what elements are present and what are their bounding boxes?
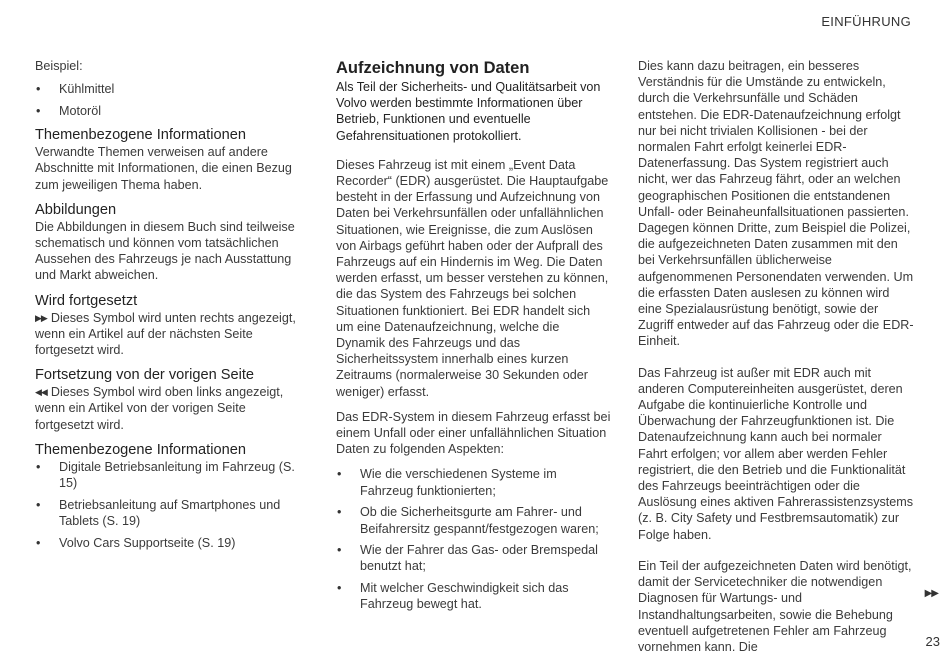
continue-arrow-icon: ▶▶ (35, 312, 47, 323)
continuation-section (35, 367, 307, 433)
section-heading: Fortsetzung von der vorigen Seite (35, 367, 255, 384)
article-title: Aufzeichnung von Daten (336, 59, 530, 77)
section-text: ◀◀ Dieses Symbol wird oben links angezeigt, wenn ein Artikel von der vorigen Seite fortgesetzt wird. (35, 385, 284, 432)
list-item: • Kühlmittel (35, 81, 307, 97)
paragraph: Dieses Fahrzeug ist mit einem „Event Data Recorder“ (EDR) ausgerüstet. Die Hauptaufgabe besteht in der Erfassung und Aufzeichnung von Daten bei Verkehrsunfällen oder unfallähnlichen Situationen, wie Ereignisse, die zum Auslösen von Airbags geführt haben oder der Aufprall des Fahrzeugs auf ein Hindernis im Weg. Die Daten werden erfasst, um besser verstehen zu können, die das System des Fahrzeugs bei solchen Situationen funktioniert. Bei EDR handelt sich um eine Datenaufzeichnung, welche die Dynamik des Fahrzeugs und das Sicherheitssystem innerhalb eines kurzen Zeitraums (normalerweise 30 Sekunden oder weniger) erfasst. (336, 157, 609, 399)
back-arrow-icon: ◀◀ (35, 387, 47, 398)
example-label: Beispiel: (35, 59, 83, 73)
list-item: • Ob die Sicherheitsgurte am Fahrer- und Beifahrersitz gespannt/festgezogen waren; (336, 504, 611, 536)
related-info-section (35, 127, 307, 193)
aspects-list (336, 466, 611, 612)
column-left (35, 58, 307, 559)
images-section (35, 202, 307, 284)
paragraph: Dies kann dazu beitragen, ein besseres Verständnis für die Umstände zu entwickeln, durch die Verkehrsunfälle und Schäden entstehen. Die EDR-Datenaufzeichnung erfolgt nur bei nicht trivialen Kollisionen - bei der normalen Fahrt erfolgt keinerlei EDR-Datenerfassung. Das System registriert auch nicht, wer das Fahrzeug fährt, oder an welchen geographischen Positionen die entstandenen Unfall- oder Beinaheunfallsituationen passierten. Dagegen können Dritte, zum Beispiel die Polizei, die aufgezeichneten Daten zusammen mit den bei Verkehrsunfällen üblicherweise aufgenommenen Personendaten verwenden. Um die erfassten Daten auslesen zu können wird eine Spezialausrüstung benötigt, sowie der Zugriff entweder auf das Fahrzeug oder die EDR-Einheit. (638, 59, 914, 349)
list-item: • Wie die verschiedenen Systeme im Fahrzeug funktionierten; (336, 466, 611, 498)
section-text: ▶▶ Dieses Symbol wird unten rechts angezeigt, wenn ein Artikel auf der nächsten Seite fortgesetzt wird. (35, 310, 296, 357)
list-item: • Motoröl (35, 103, 307, 119)
section-heading: Abbildungen (35, 201, 117, 218)
section-heading: Wird fortgesetzt (35, 292, 138, 309)
related-link[interactable]: • Digitale Betriebsanleitung im Fahrzeug (S. 15) (35, 459, 307, 491)
article-lead: Als Teil der Sicherheits- und Qualitätsarbeit von Volvo werden bestimmte Informationen über Betrieb, Funktionen und eventuelle Gefahrensituationen protokolliert. (336, 80, 601, 143)
paragraph: Das Fahrzeug ist außer mit EDR auch mit anderen Computereinheiten ausgerüstet, deren Aufgabe die kontinuierliche Kontrolle und Überwachung der Fahrzeugfunktionen ist. Die Datenaufzeichnung kann auch bei normaler Fahrt erfolgen; vor allem aber werden Fehler registriert, die den Betrieb und die Funktionalität des Fahrzeugs beeinträchtigen oder die Auslösung eines aktiven Fahrerassistenzsystems (z. B. City Safety und Festbremsautomatik) zur Folge haben. (638, 365, 914, 542)
section-heading: Themenbezogene Informationen (35, 127, 246, 144)
paragraph: Ein Teil der aufgezeichneten Daten wird benötigt, damit der Servicetechniker die notwendigen Diagnosen für Wartungs- und Instandhaltungsarbeiten, sowie die Behebung eventuell aufgetretenen Fehler am Fahrzeug vornehmen kann. Die (638, 558, 912, 654)
related-link[interactable]: • Volvo Cars Supportseite (S. 19) (35, 535, 307, 551)
list-item: • Wie der Fahrer das Gas- oder Bremspedal benutzt hat; (336, 542, 611, 574)
column-middle (336, 58, 611, 621)
column-right (638, 58, 914, 664)
example-list (35, 81, 307, 119)
page-number: 23 (925, 634, 940, 649)
related-links-list (35, 459, 307, 551)
related-info-links (35, 442, 307, 551)
list-item: • Mit welcher Geschwindigkeit sich das Fahrzeug bewegt hat. (336, 580, 611, 612)
section-heading: Themenbezogene Informationen (35, 441, 246, 458)
paragraph: Das EDR-System in diesem Fahrzeug erfasst bei einem Unfall oder einer unfallähnlichen Situation Daten zu folgenden Aspekten: (336, 409, 611, 457)
section-header: EINFÜHRUNG (821, 14, 911, 29)
related-link[interactable]: • Betriebsanleitung auf Smartphones und Tablets (S. 19) (35, 497, 307, 529)
continue-arrow-icon: ▶▶ (924, 588, 938, 599)
section-text: Die Abbildungen in diesem Buch sind teilweise schematisch und können vom tatsächlichen Aussehen des Fahrzeugs je nach Ausstattung und Markt abweichen. (35, 219, 295, 283)
continued-section (35, 293, 307, 359)
section-text: Verwandte Themen verweisen auf andere Abschnitte mit Informationen, die einen Bezug zum jeweiligen Thema haben. (35, 145, 292, 192)
